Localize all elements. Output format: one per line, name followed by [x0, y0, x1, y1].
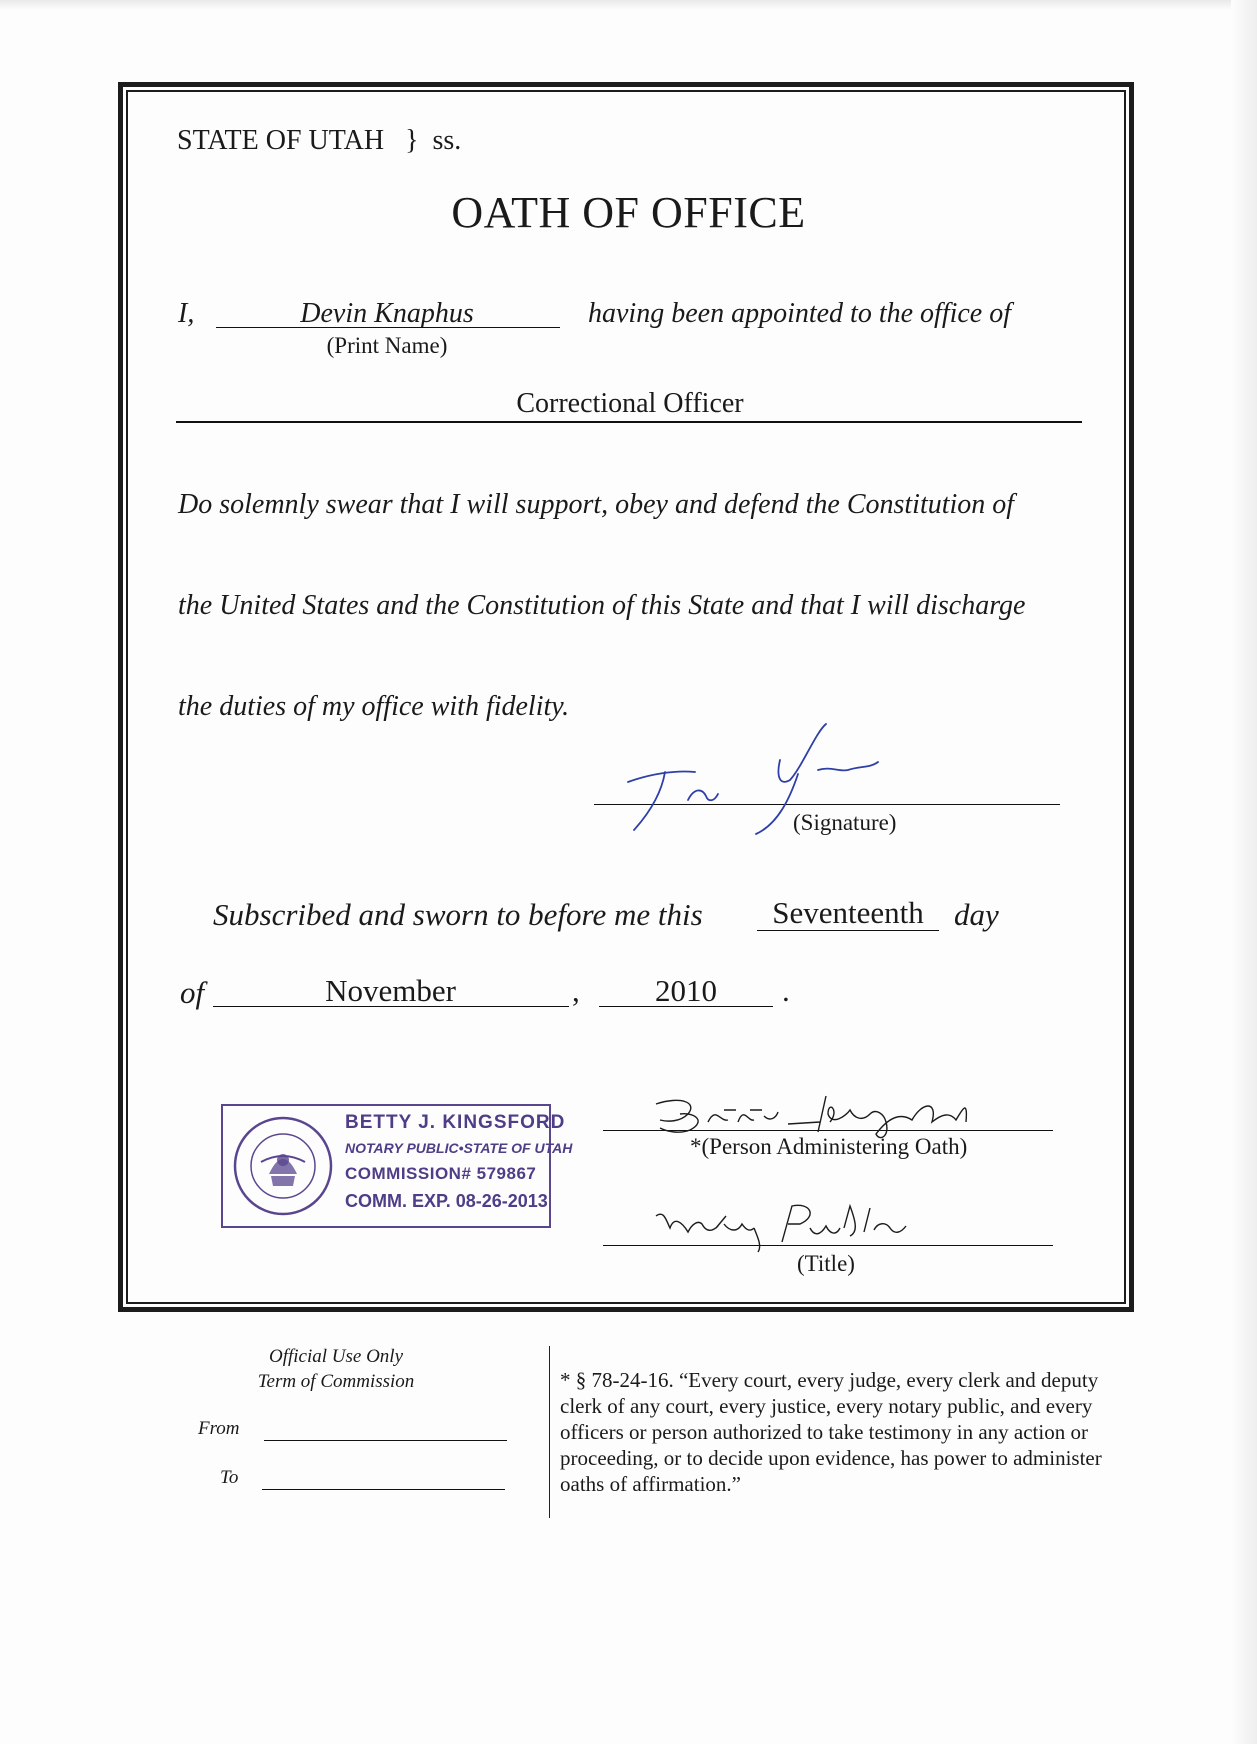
notary-role: NOTARY PUBLIC•STATE OF UTAH: [345, 1140, 573, 1156]
oath-text-line-1: Do solemnly swear that I will support, obey and defend the Constitution of: [178, 489, 1015, 520]
official-use-heading: Official Use Only: [268, 1346, 404, 1367]
document-title: OATH OF OFFICE: [451, 188, 806, 237]
signature-caption: (Signature): [793, 810, 897, 835]
sworn-month-value: November: [325, 973, 456, 1008]
page-right-edge: [1231, 0, 1257, 1744]
office-line: [176, 421, 1082, 423]
to-label: To: [220, 1467, 239, 1488]
footer-divider: [549, 1346, 550, 1518]
of-word: of: [180, 975, 205, 1010]
utah-seal-icon: [231, 1114, 335, 1218]
state-heading: STATE OF UTAH } ss.: [177, 125, 462, 156]
to-line: [262, 1489, 505, 1490]
print-name-caption: (Print Name): [326, 333, 448, 358]
from-line: [264, 1440, 507, 1441]
appointed-text: having been appointed to the office of: [588, 298, 1012, 329]
from-label: From: [198, 1418, 240, 1439]
sworn-text: Subscribed and sworn to before me this: [213, 897, 703, 932]
notary-stamp: [221, 1104, 573, 1228]
title-caption: (Title): [797, 1251, 855, 1276]
printed-name-value: Devin Knaphus: [300, 298, 474, 329]
year-line: [599, 1006, 773, 1007]
printed-name-line: [216, 327, 560, 328]
date-comma: ,: [572, 973, 580, 1008]
day-line: [757, 930, 939, 931]
sworn-year-value: 2010: [655, 973, 717, 1008]
statute-text: * § 78-24-16. “Every court, every judge, every clerk and deputy clerk of any court, every justice, every notary public, and every officers or person authorized to take testimony in any action or proceeding, or to decide upon evidence, has power to administer oaths of affirmation.”: [560, 1368, 1102, 1496]
notary-name: BETTY J. KINGSFORD: [345, 1112, 566, 1133]
notary-expiration: COMM. EXP. 08-26-2013: [345, 1191, 548, 1211]
oath-prefix: I,: [178, 298, 195, 329]
date-period: .: [782, 973, 790, 1008]
administering-caption: *(Person Administering Oath): [690, 1134, 968, 1159]
sworn-day-value: Seventeenth: [772, 895, 924, 930]
page-edge: [0, 0, 1257, 10]
oath-text-line-3: the duties of my office with fidelity.: [178, 691, 570, 722]
office-value: Correctional Officer: [516, 388, 744, 419]
day-word: day: [954, 897, 999, 932]
month-line: [213, 1006, 569, 1007]
notary-commission: COMMISSION# 579867: [345, 1164, 537, 1183]
term-of-commission-heading: Term of Commission: [257, 1371, 415, 1392]
oath-text-line-2: the United States and the Constitution of this State and that I will discharge: [178, 590, 1026, 621]
